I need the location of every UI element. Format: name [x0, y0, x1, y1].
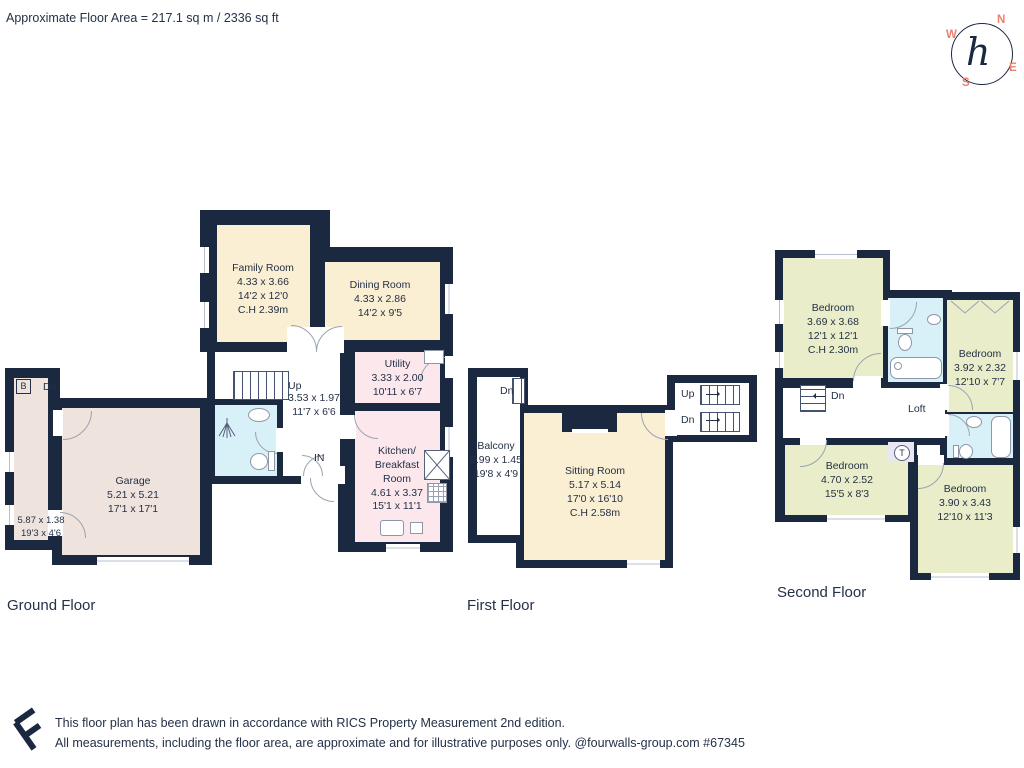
ground-floor-caption: Ground Floor — [7, 597, 96, 614]
arrow-left-icon — [815, 396, 825, 397]
room-dims-imperial: 17'1 x 17'1 — [107, 502, 159, 515]
room-name: Garage — [115, 475, 151, 487]
first-floor-caption: First Floor — [467, 597, 535, 614]
utility-label — [345, 358, 450, 400]
fourwalls-logo-icon — [10, 705, 56, 755]
room-name: Family Room — [232, 262, 294, 274]
room-name: Utility — [384, 358, 411, 370]
entrance-label: IN — [314, 452, 325, 464]
compass-south-label: S — [962, 77, 970, 89]
appliance-icon — [410, 522, 423, 534]
tank-label: T — [894, 445, 910, 461]
door-gap — [276, 428, 284, 452]
compass-north-label: N — [997, 14, 1006, 26]
window — [627, 560, 660, 568]
room-ceiling-height: C.H 2.39m — [237, 303, 289, 316]
wardrobe-icon — [950, 299, 1012, 315]
room-dims-metric: 3.69 x 3.68 — [807, 315, 859, 328]
bathtub-icon — [991, 416, 1011, 458]
room-dims-imperial: 11'7 x 6'6 — [292, 405, 336, 418]
footer-line-2: All measurements, including the floor area, are approximate and for illustrative purposes only. @fourwalls-group.com #67345 — [55, 736, 745, 750]
compass-west-label: W — [946, 29, 957, 41]
corridor-dims-label — [10, 515, 72, 540]
room-name: Bedroom — [943, 483, 987, 495]
room-dims-imperial: 14'2 x 9'5 — [357, 306, 403, 319]
staircase-up — [233, 371, 289, 400]
compass-monogram: h — [966, 30, 991, 74]
dining-room-label — [320, 279, 440, 321]
toilet-icon — [250, 453, 268, 470]
bedroom-4-label — [920, 483, 1010, 525]
room-dims-metric: 3.92 x 2.32 — [954, 361, 1006, 374]
kitchen-label — [362, 445, 432, 514]
room-ceiling-height: C.H 2.58m — [569, 506, 621, 519]
room-dims-metric: 3.33 x 2.00 — [371, 371, 424, 384]
footer-line-1: This floor plan has been drawn in accordance with RICS Property Measurement 2nd edition. — [55, 716, 565, 730]
bath-tap-icon — [894, 362, 902, 370]
room-dims-imperial: 10'11 x 6'7 — [372, 385, 423, 398]
stairs-down-label: Dn — [500, 385, 514, 397]
compass-east-label: E — [1009, 62, 1017, 74]
stairs-down-label: Dn — [831, 390, 845, 402]
sink-icon — [248, 408, 270, 422]
door-gap — [53, 410, 63, 436]
window — [931, 573, 989, 581]
room-dims-metric: 4.33 x 2.86 — [354, 292, 406, 305]
bedroom-3-label — [786, 460, 908, 502]
family-room-label — [203, 262, 323, 317]
hearth-line — [572, 429, 608, 433]
room-name: Dining Room — [349, 279, 411, 291]
boiler-label: B — [16, 379, 31, 394]
toilet-icon — [898, 334, 912, 351]
room-dims-metric: 5.17 x 5.14 — [569, 478, 621, 491]
room-name: Bedroom — [825, 460, 869, 472]
arrow-right-icon — [706, 394, 718, 395]
room-name: Bedroom — [811, 302, 855, 314]
toilet-cistern-icon — [268, 451, 275, 471]
bedroom-1-label — [773, 302, 893, 357]
room-dims-imperial: 12'1 x 12'1 — [807, 329, 859, 342]
sink-unit-icon — [380, 520, 404, 536]
hall-dims-label — [283, 392, 345, 420]
loft-label: Loft — [908, 403, 926, 415]
sink-icon — [966, 416, 982, 428]
window — [815, 250, 857, 259]
door-gap — [940, 414, 949, 436]
room-dims-metric: 3.90 x 3.43 — [939, 496, 991, 509]
room-name: Bedroom — [958, 348, 1002, 360]
room-dims-metric: 4.70 x 2.52 — [821, 473, 873, 486]
room-dims-metric: 5.21 x 5.21 — [107, 488, 159, 501]
stairs-down-label: Dn — [43, 381, 57, 393]
sitting-room-label — [535, 465, 655, 520]
room-name: Kitchen/ Breakfast Room — [374, 445, 420, 485]
bedroom-2-label — [944, 348, 1016, 390]
chimney-block — [562, 405, 617, 432]
window — [5, 452, 14, 472]
room-name: Sitting Room — [564, 465, 626, 477]
room-dims-imperial: 12'10 x 7'7 — [954, 375, 1006, 388]
room-dims-metric: 4.61 x 3.37 — [371, 486, 423, 499]
room-dims-imperial: 15'5 x 8'3 — [824, 487, 870, 500]
room-dims-imperial: 19'3 x 4'6 — [20, 527, 62, 539]
toilet-icon — [959, 444, 973, 459]
balcony-label — [464, 440, 528, 482]
room-dims-imperial: 17'0 x 16'10 — [567, 492, 623, 505]
stairs-up-label: Up — [288, 380, 302, 392]
room-dims-metric: 5.99 x 1.45 — [470, 453, 522, 466]
shower-icon — [215, 416, 239, 440]
garage-label — [73, 475, 193, 517]
stairs-down-label: Dn — [681, 414, 695, 426]
second-floor-caption: Second Floor — [777, 584, 867, 601]
room-dims-metric: 3.53 x 1.97 — [288, 392, 340, 404]
room-ceiling-height: C.H 2.30m — [807, 343, 859, 356]
window — [827, 515, 885, 523]
window — [386, 544, 420, 552]
room-name: Balcony — [477, 440, 515, 452]
room-dims-imperial: 12'10 x 11'3 — [937, 510, 993, 523]
room-dims-imperial: 15'1 x 11'1 — [372, 500, 422, 513]
sink-icon — [927, 314, 941, 325]
garage-door-window — [97, 557, 189, 565]
room-dims-imperial: 19'8 x 4'9 — [473, 467, 519, 480]
room-dims-metric: 5.87 x 1.38 — [17, 515, 65, 526]
window — [1013, 527, 1021, 553]
floor-area-text: Approximate Floor Area = 217.1 sq m / 2336 sq ft — [6, 11, 279, 25]
room-dims-metric: 4.33 x 3.66 — [237, 275, 289, 288]
window — [445, 284, 453, 314]
stairs-up-label: Up — [681, 388, 695, 400]
balcony-steps — [512, 378, 525, 404]
arrow-right-icon — [706, 420, 718, 421]
room-dims-imperial: 14'2 x 12'0 — [237, 289, 289, 302]
